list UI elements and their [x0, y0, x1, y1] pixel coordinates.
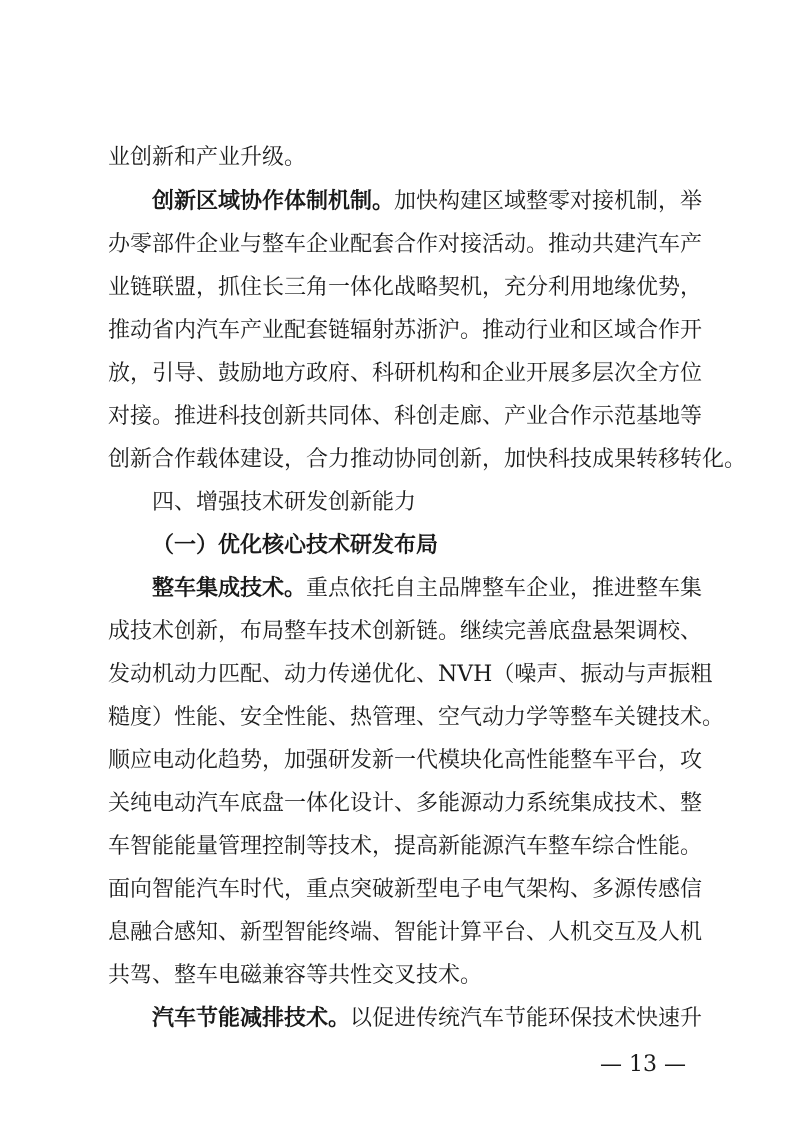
- paragraph-keyword: 创新区域协作体制机制。: [152, 189, 395, 214]
- paragraph-line: [152, 187, 703, 217]
- paragraph-line: 办零部件企业与整车企业配套合作对接活动。推动共建汽车产: [108, 232, 703, 257]
- paragraph-text: 重点依托自主品牌整车企业，推进整车集: [306, 576, 703, 601]
- paragraph-line: 成技术创新，布局整车技术创新链。继续完善底盘悬架调校、: [108, 619, 703, 644]
- paragraph-line: [152, 1004, 703, 1034]
- page-number: — 13 —: [600, 1052, 686, 1077]
- paragraph-line: 车智能能量管理控制等技术，提高新能源汽车整车综合性能。: [108, 834, 703, 859]
- paragraph-line: 糙度）性能、安全性能、热管理、空气动力学等整车关键技术。: [108, 705, 725, 730]
- paragraph-line: 推动省内汽车产业配套链辐射苏浙沪。推动行业和区域合作开: [108, 318, 703, 343]
- paragraph-keyword: 整车集成技术。: [152, 576, 307, 601]
- paragraph-line: 关纯电动汽车底盘一体化设计、多能源动力系统集成技术、整: [108, 791, 703, 816]
- paragraph-line: 创新合作载体建设，合力推动协同创新，加快科技成果转移转化。: [108, 447, 747, 472]
- paragraph-line: 面向智能汽车时代，重点突破新型电子电气架构、多源传感信: [108, 877, 703, 902]
- paragraph-line: 业链联盟，抓住长三角一体化战略契机，充分利用地缘优势，: [108, 275, 703, 300]
- paragraph-text: 加快构建区域整零对接机制，举: [394, 189, 703, 214]
- paragraph-keyword: 汽车节能减排技术。: [152, 1006, 351, 1031]
- subsection-heading: （一）优化核心技术研发布局: [152, 533, 439, 558]
- section-heading: 四、增强技术研发创新能力: [152, 490, 417, 515]
- paragraph-line: 业创新和产业升级。: [108, 145, 307, 170]
- paragraph-line: 顺应电动化趋势，加强研发新一代模块化高性能整车平台，攻: [108, 748, 703, 773]
- paragraph-text: 以促进传统汽车节能环保技术快速升: [350, 1006, 703, 1031]
- paragraph-line: [152, 574, 703, 604]
- paragraph-line: 对接。推进科技创新共同体、科创走廊、产业合作示范基地等: [108, 404, 703, 429]
- paragraph-line: 共驾、整车电磁兼容等共性交叉技术。: [108, 963, 483, 988]
- paragraph-line: 息融合感知、新型智能终端、智能计算平台、人机交互及人机: [108, 920, 703, 945]
- paragraph-line: 放，引导、鼓励地方政府、科研机构和企业开展多层次全方位: [108, 361, 703, 386]
- paragraph-line: 发动机动力匹配、动力传递优化、NVH（噪声、振动与声振粗: [108, 662, 713, 687]
